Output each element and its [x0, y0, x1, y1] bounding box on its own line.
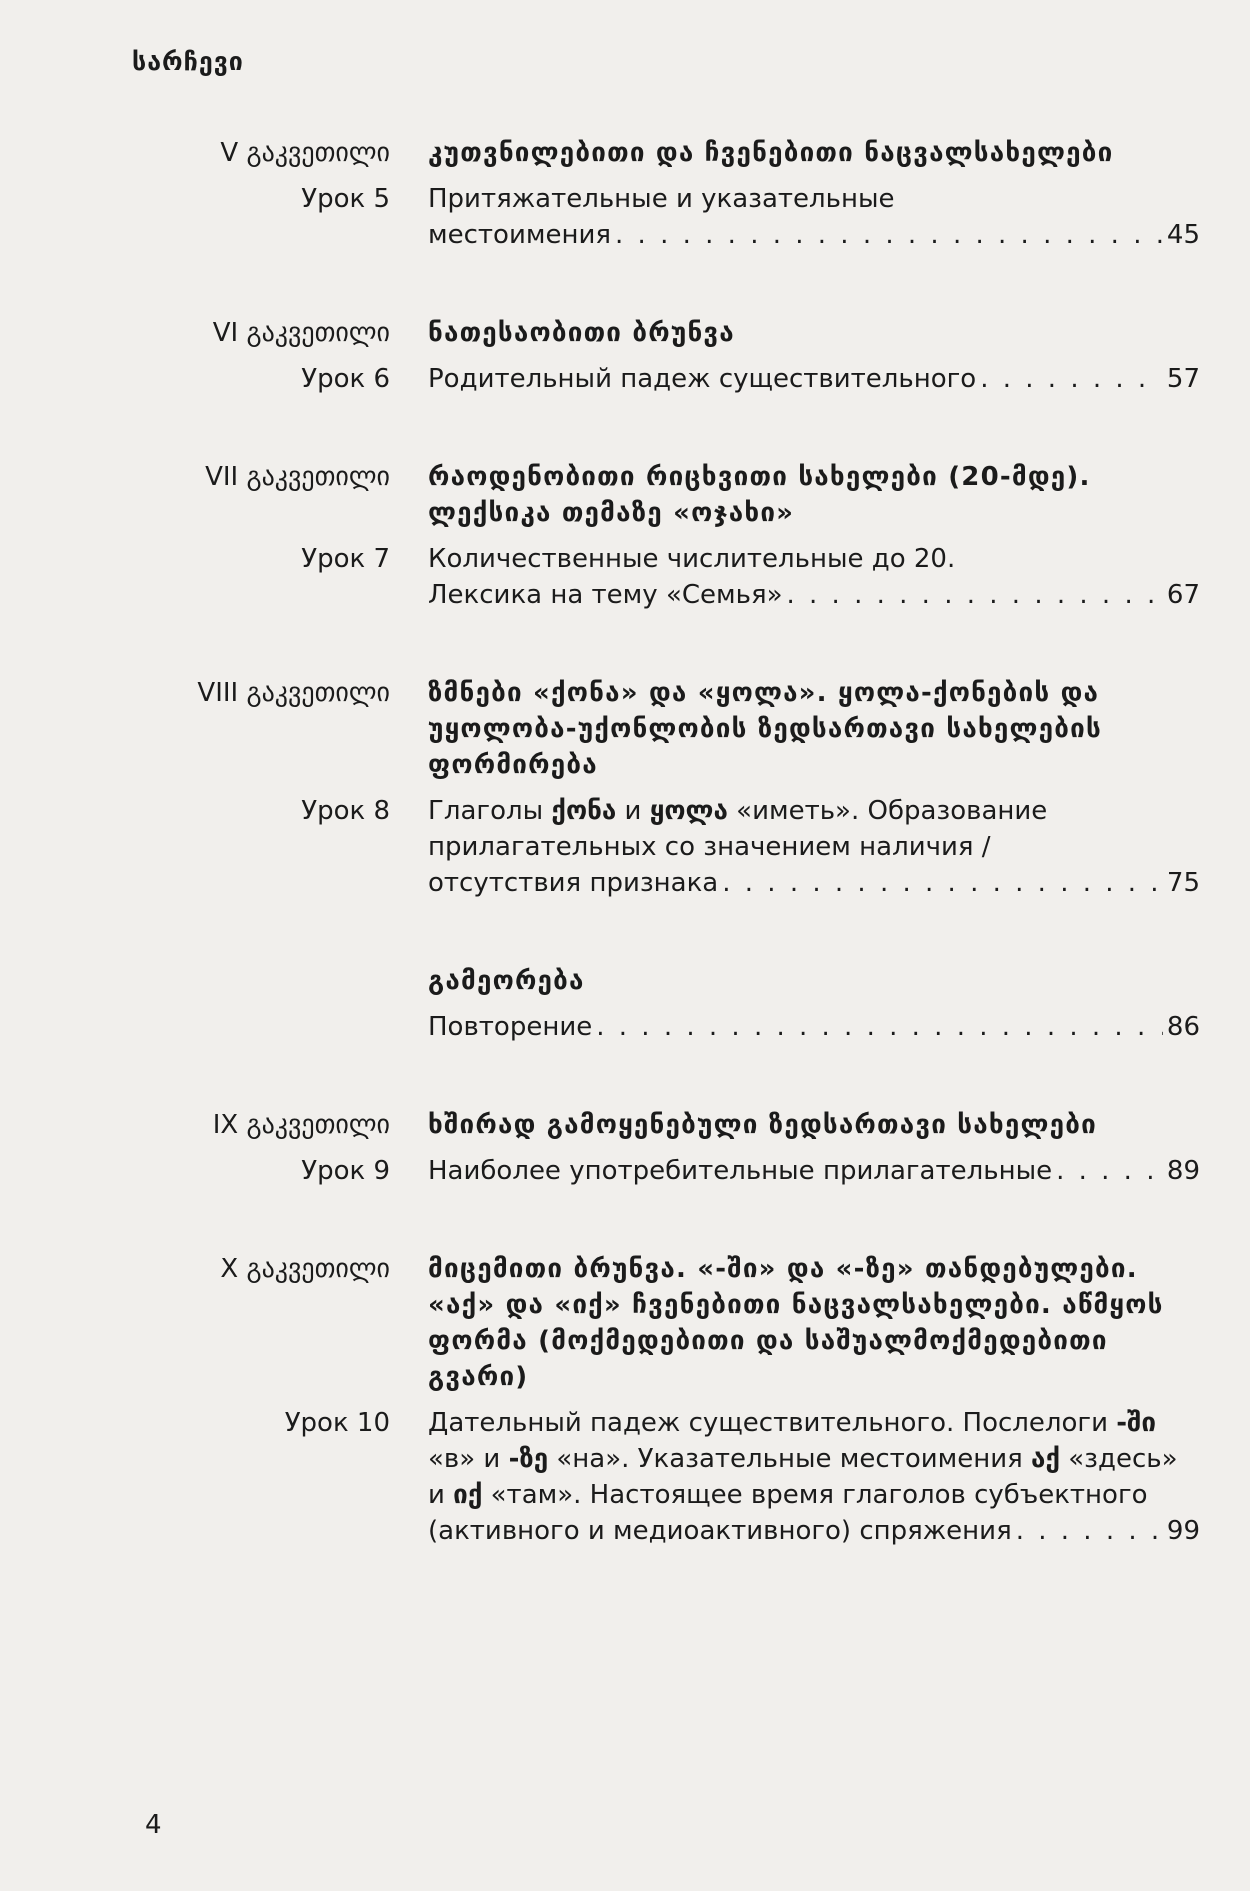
- description-ru-part: «здесь» и: [428, 1444, 1178, 1510]
- description-ru-last-line: Наиболее употребительные прилагательные: [428, 1156, 1053, 1186]
- page-number: 99: [1166, 1516, 1200, 1546]
- description-ru-part: «иметь». Образование прилагательных со значением наличия /: [428, 796, 1048, 862]
- lesson-label-ru: Урок 6: [301, 364, 390, 394]
- lesson-label-ru: Урок 8: [301, 796, 390, 826]
- description-ru-last-line: (активного и медиоактивного) спряжения: [428, 1516, 1012, 1546]
- dot-leader: [596, 1009, 1163, 1045]
- toc-line[interactable]: [428, 361, 1200, 397]
- section-title-ka: გამეორება: [428, 966, 585, 996]
- page-number: 67: [1166, 580, 1200, 610]
- page-number: 86: [1166, 1012, 1200, 1042]
- lesson-label-ru: Урок 10: [284, 1408, 390, 1438]
- toc-line[interactable]: [428, 577, 1200, 613]
- description-ru: [428, 793, 1200, 865]
- toc-entry: [0, 1251, 1250, 1549]
- description-ru: [428, 1405, 1200, 1513]
- description-ru: Количественные числительные до 20.: [428, 544, 956, 574]
- georgian-term: იქ: [453, 1480, 483, 1510]
- georgian-term: -ში: [1116, 1408, 1157, 1438]
- description-ru-last-line: Лексика на тему «Семья»: [428, 580, 783, 610]
- toc-entry: [0, 1107, 1250, 1189]
- dot-leader: [1056, 1153, 1163, 1189]
- lesson-label-ru: Урок 7: [301, 544, 390, 574]
- description-ru: Притяжательные и указательные: [428, 184, 895, 214]
- toc-entry: [0, 135, 1250, 253]
- description-ru-part: Дательный падеж существительного. Послелоги: [428, 1408, 1117, 1438]
- section-title-ka: ზმნები «ქონა» და «ყოლა». ყოლა-ქონების და უყოლობა-უქონლობის ზედსართავი სახელების ფორმირება: [428, 678, 1102, 780]
- page-number: 75: [1166, 868, 1200, 898]
- toc-line[interactable]: [428, 1513, 1200, 1549]
- description-ru-last-line: отсутствия признака: [428, 868, 719, 898]
- lesson-label-ka: X გაკვეთილი: [220, 1254, 390, 1284]
- lesson-label-ka: V გაკვეთილი: [220, 138, 390, 168]
- section-title-ka: რაოდენობითი რიცხვითი სახელები (20-მდე). ლექსიკა თემაზე «ოჯახი»: [428, 462, 1091, 528]
- description-ru-last-line: Повторение: [428, 1012, 593, 1042]
- toc-line[interactable]: [428, 1153, 1200, 1189]
- lesson-label-ka: VI გაკვეთილი: [212, 318, 390, 348]
- lesson-label-ru: Урок 5: [301, 184, 390, 214]
- lesson-label-ka: VII გაკვეთილი: [205, 462, 390, 492]
- dot-leader: [615, 217, 1163, 253]
- toc-line[interactable]: [428, 217, 1200, 253]
- running-header: სარჩევი: [132, 47, 244, 76]
- dot-leader: [1016, 1513, 1163, 1549]
- georgian-term: ქონა: [551, 796, 617, 826]
- description-ru-part: «в» и: [428, 1444, 509, 1474]
- dot-leader: [787, 577, 1163, 613]
- page-folio: 4: [145, 1810, 162, 1840]
- section-title-ka: ნათესაობითი ბრუნვა: [428, 318, 735, 348]
- toc-entry: [0, 459, 1250, 613]
- page-number: 45: [1166, 220, 1200, 250]
- dot-leader: [722, 865, 1163, 901]
- georgian-term: აქ: [1031, 1444, 1060, 1474]
- description-ru-part: «там». Настоящее время глаголов субъектного: [482, 1480, 1148, 1510]
- description-ru-part: «на». Указательные местоимения: [548, 1444, 1032, 1474]
- page-number: 57: [1166, 364, 1200, 394]
- toc-entry: [0, 963, 1250, 1045]
- description-ru-part: Глаголы: [428, 796, 552, 826]
- description-ru-part: и: [616, 796, 650, 826]
- toc-entry: [0, 675, 1250, 901]
- page-number: 89: [1166, 1156, 1200, 1186]
- table-of-contents: [0, 135, 1250, 1549]
- georgian-term: ყოლა: [649, 796, 728, 826]
- toc-line[interactable]: [428, 1009, 1200, 1045]
- lesson-label-ka: IX გაკვეთილი: [212, 1110, 390, 1140]
- description-ru-last-line: Родительный падеж существительного: [428, 364, 977, 394]
- section-title-ka: კუთვნილებითი და ჩვენებითი ნაცვალსახელები: [428, 138, 1114, 168]
- dot-leader: [980, 361, 1163, 397]
- section-title-ka: მიცემითი ბრუნვა. «-ში» და «-ზე» თანდებულები. «აქ» და «იქ» ჩვენებითი ნაცვალსახელები. აწმყოს ფორმა (მოქმედებითი და საშუალმოქმედებითი გვარი): [428, 1254, 1164, 1392]
- lesson-label-ka: VIII გაკვეთილი: [197, 678, 390, 708]
- lesson-label-ru: Урок 9: [301, 1156, 390, 1186]
- description-ru-last-line: местоимения: [428, 220, 612, 250]
- georgian-term: -ზე: [508, 1444, 549, 1474]
- toc-line[interactable]: [428, 865, 1200, 901]
- section-title-ka: ხშირად გამოყენებული ზედსართავი სახელები: [428, 1110, 1097, 1140]
- toc-entry: [0, 315, 1250, 397]
